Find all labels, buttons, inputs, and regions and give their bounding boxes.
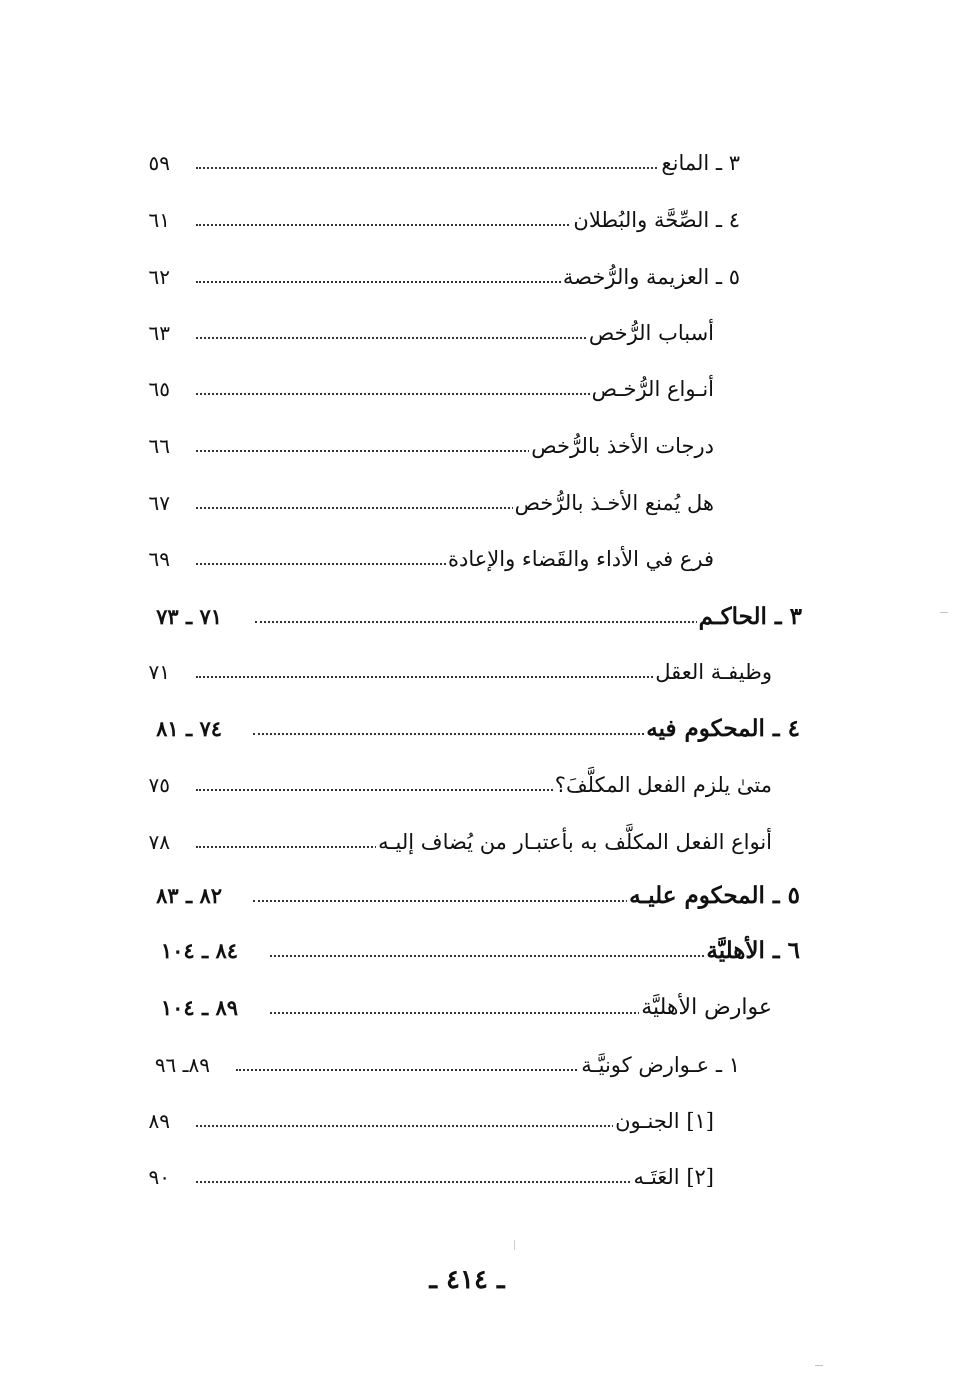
toc-entry: [270, 931, 800, 971]
toc-entry: [196, 426, 714, 466]
entry-page-number: ٩٠: [148, 1165, 170, 1189]
toc-entry: [236, 1045, 740, 1085]
entry-title: [٢] العَتَـه: [632, 1157, 714, 1197]
entry-page-number: ٨٩ ـ ١٠٤: [160, 995, 238, 1020]
entry-title: ٣ ـ المانع: [659, 143, 740, 183]
entry-title: ٥ ـ العزيمة والرُّخصة: [561, 257, 740, 297]
toc-entry: [196, 539, 714, 579]
toc-entry: [196, 200, 740, 240]
entry-title: فرع في الأداء والقَضاء والإعادة: [446, 539, 714, 579]
toc-entry: [255, 597, 802, 637]
entry-page-number: ٦٦: [148, 434, 170, 458]
entry-title: أسباب الرُّخص: [587, 313, 714, 353]
entry-page-number: ٦٣: [148, 321, 170, 345]
toc-entry: [196, 652, 772, 692]
toc-entry: [196, 257, 740, 297]
toc-entry: [196, 1157, 714, 1197]
entry-page-number: ٨٩: [148, 1109, 170, 1133]
margin-mark: [940, 612, 948, 613]
entry-page-number: ٨٢ ـ ٨٣: [156, 883, 222, 908]
entry-page-number: ٥٩: [148, 151, 170, 175]
entry-title: ٤ ـ المحكوم فيه: [644, 709, 800, 749]
entry-title: متىٰ يلزم الفعل المكلَّفَ؟: [553, 765, 772, 805]
entry-title: عوارض الأهليَّة: [639, 988, 772, 1028]
toc-entry: [196, 483, 714, 523]
toc-entry: [270, 988, 772, 1028]
entry-page-number: ٦٩: [148, 547, 170, 571]
entry-title: هل يُمنع الأخـذ بالرُّخص: [513, 483, 714, 523]
entry-title: أنواع الفعل المكلَّف به بأعتبـار من يُضاف إليـه: [376, 822, 772, 862]
entry-page-number: ٦١: [148, 208, 170, 232]
entry-title: وظيفـة العقل: [653, 652, 772, 692]
entry-title: ٤ ـ الصِّحَّة والبُطلان: [571, 200, 740, 240]
entry-title: ٦ ـ الأهليَّة: [704, 931, 800, 971]
entry-title: أنـواع الرُّخـص: [590, 369, 714, 409]
entry-page-number: ٧١: [148, 660, 170, 684]
toc-entry: [253, 709, 800, 749]
entry-page-number: ٦٢: [148, 265, 170, 289]
entry-page-number: ٨٩ـ ٩٦: [154, 1053, 210, 1077]
entry-title: [١] الجنـون: [613, 1101, 714, 1141]
entry-page-number: ٦٧: [148, 491, 170, 515]
entry-title: ٣ ـ الحاكـم: [697, 597, 802, 637]
entry-title: درجات الأخذ بالرُّخص: [529, 426, 714, 466]
leader-dots: [196, 167, 740, 169]
toc-entry: [196, 143, 740, 183]
toc-entry: [196, 313, 714, 353]
entry-title: ١ ـ عـوارض كونيَّـة: [579, 1045, 740, 1085]
footer-divider: [514, 1240, 515, 1250]
toc-entry: [253, 876, 800, 916]
entry-page-number: ٧٨: [148, 830, 170, 854]
toc-entry: [196, 369, 714, 409]
entry-page-number: ٦٥: [148, 377, 170, 401]
toc-entry: [196, 822, 772, 862]
entry-page-number: ٨٤ ـ ١٠٤: [160, 938, 238, 963]
toc-entry: [196, 765, 772, 805]
entry-page-number: ٧٤ ـ ٨١: [156, 716, 222, 741]
entry-page-number: ٧٥: [148, 773, 170, 797]
toc-entry: [196, 1101, 714, 1141]
entry-page-number: ٧١ ـ ٧٣: [156, 604, 222, 629]
margin-mark: [815, 1365, 823, 1366]
entry-title: ٥ ـ المحكوم عليـه: [627, 876, 800, 916]
page-number: ـ ٤١٤ ـ: [429, 1265, 505, 1295]
